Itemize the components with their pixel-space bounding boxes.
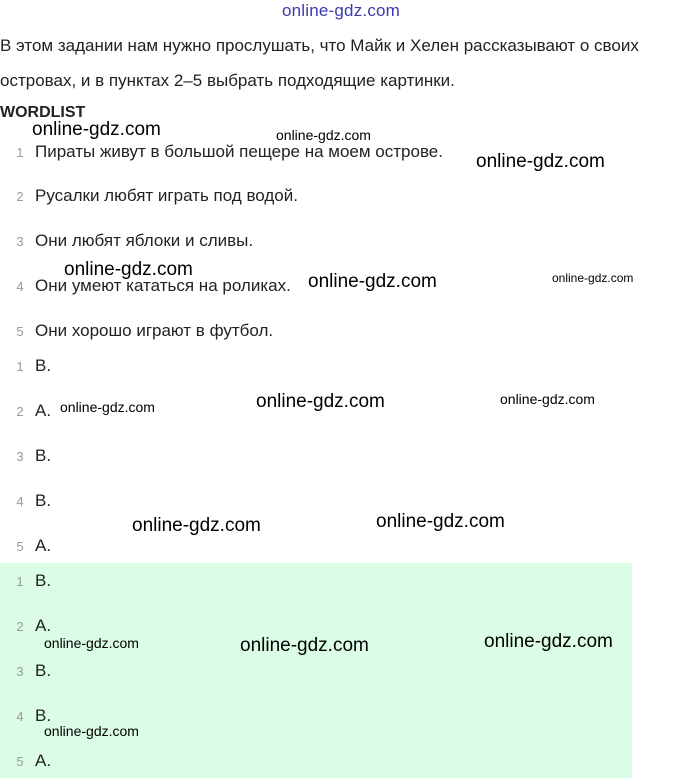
watermark: online-gdz.com xyxy=(484,631,613,652)
watermark: online-gdz.com xyxy=(256,391,385,412)
watermark: online-gdz.com xyxy=(308,271,437,292)
watermark: online-gdz.com xyxy=(240,635,369,656)
watermark: online-gdz.com xyxy=(32,119,161,140)
watermark: online-gdz.com xyxy=(500,391,595,407)
item-number: 2 xyxy=(16,189,24,204)
wordlist-heading: WORDLIST xyxy=(0,104,86,121)
item-number: 4 xyxy=(16,279,24,294)
watermark: online-gdz.com xyxy=(552,271,634,285)
item-number: 5 xyxy=(16,324,24,339)
answer-text: A. xyxy=(35,401,52,420)
watermark: online-gdz.com xyxy=(132,515,261,536)
item-text: Они любят яблоки и сливы. xyxy=(35,231,254,250)
item-number: 1 xyxy=(16,574,24,589)
answer-text: A. xyxy=(35,536,52,555)
answer-text: B. xyxy=(35,571,52,590)
item-number: 2 xyxy=(16,619,24,634)
watermark: online-gdz.com xyxy=(44,635,139,651)
answer-text: B. xyxy=(35,661,52,680)
site-title[interactable]: online-gdz.com xyxy=(281,1,401,20)
item-number: 4 xyxy=(16,709,24,724)
answer-text: B. xyxy=(35,491,52,510)
item-number: 4 xyxy=(16,494,24,509)
item-text: Русалки любят играть под водой. xyxy=(35,186,298,205)
item-number: 2 xyxy=(16,404,24,419)
intro-paragraph: В этом задании нам нужно прослушать, что Майк и Хелен рассказывают о своих островах, и в пунктах 2–5 выбрать подходящие картинки. xyxy=(0,36,639,90)
answer-text: B. xyxy=(35,706,52,725)
item-number: 5 xyxy=(16,539,24,554)
item-number: 3 xyxy=(16,664,24,679)
answer-text: A. xyxy=(35,751,52,770)
watermark: online-gdz.com xyxy=(476,151,605,172)
answer-text: B. xyxy=(35,356,52,375)
watermark: online-gdz.com xyxy=(60,399,155,415)
watermark: online-gdz.com xyxy=(44,723,139,739)
item-text: Пираты живут в большой пещере на моем острове. xyxy=(35,142,443,161)
item-number: 3 xyxy=(16,234,24,249)
answer-highlight-block xyxy=(0,563,632,778)
item-text: Они хорошо играют в футбол. xyxy=(35,321,274,340)
item-number: 5 xyxy=(16,754,24,769)
item-number: 1 xyxy=(16,145,24,160)
item-text: Они умеют кататься на роликах. xyxy=(35,276,291,295)
item-number: 3 xyxy=(16,449,24,464)
answer-text: B. xyxy=(35,446,52,465)
watermark: online-gdz.com xyxy=(64,259,193,280)
answer-text: A. xyxy=(35,616,52,635)
item-number: 1 xyxy=(16,359,24,374)
watermark: online-gdz.com xyxy=(376,511,505,532)
watermark: online-gdz.com xyxy=(276,127,371,143)
